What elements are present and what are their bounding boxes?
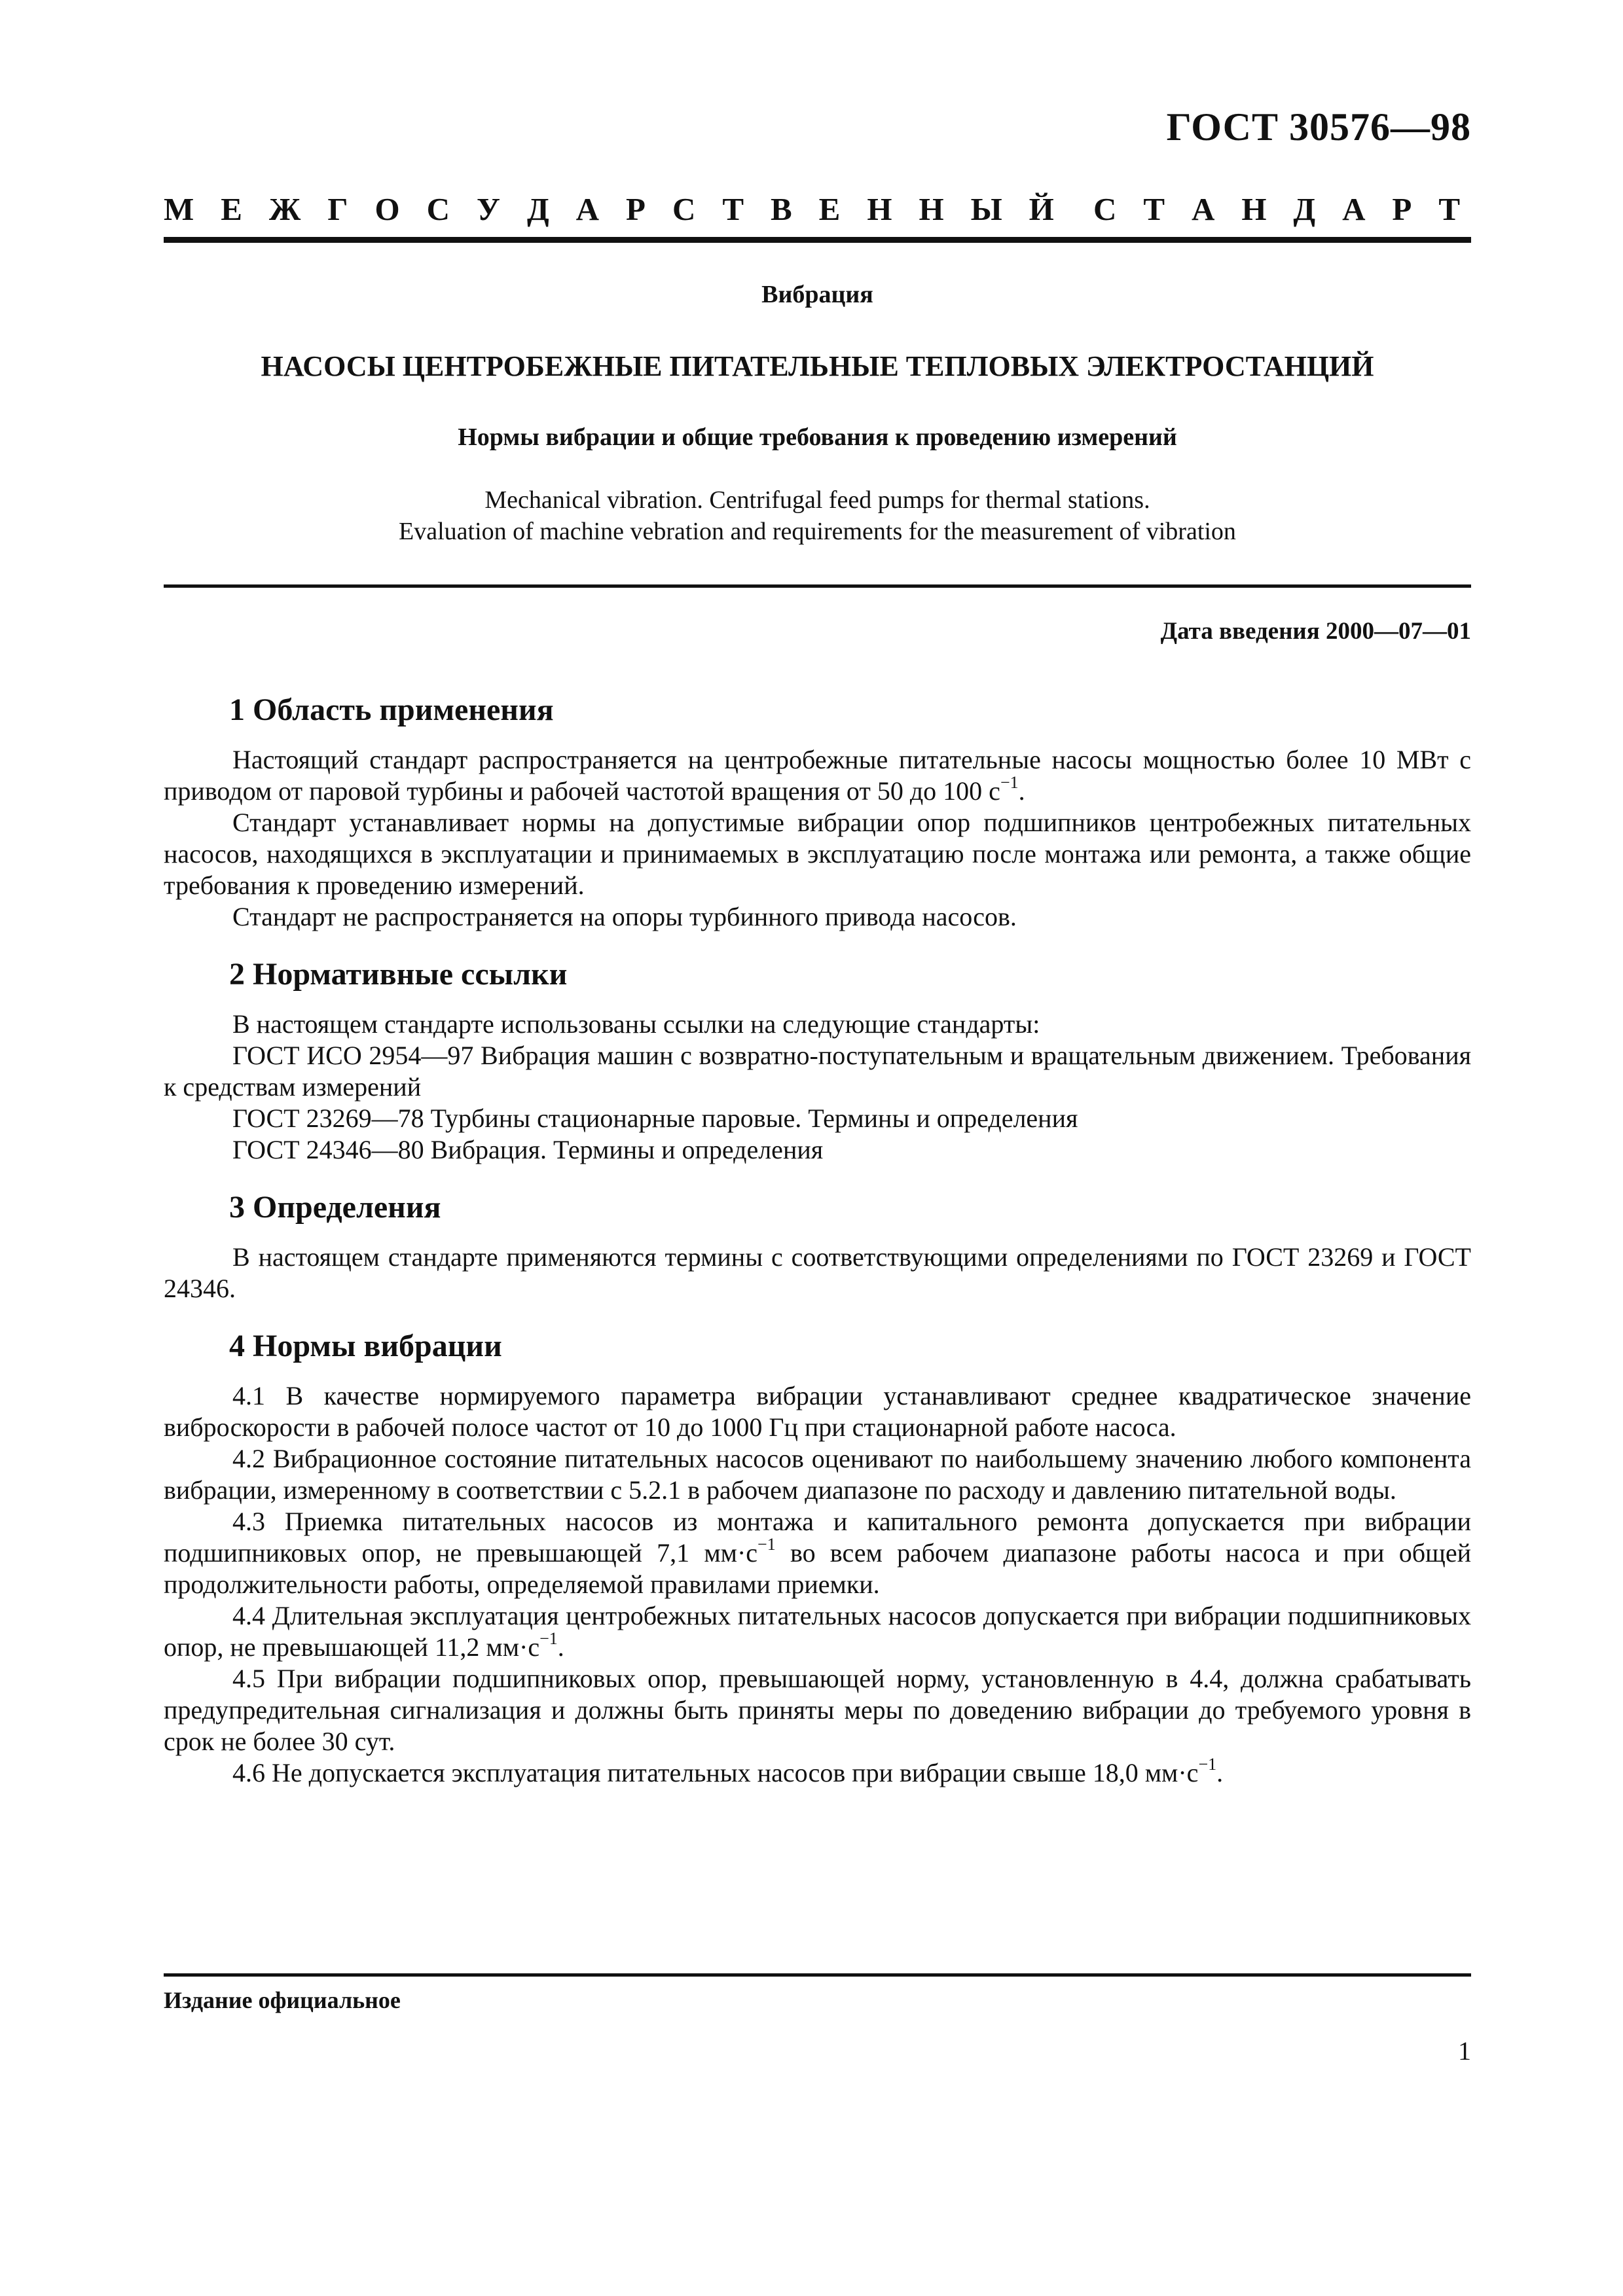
document-title: НАСОСЫ ЦЕНТРОБЕЖНЫЕ ПИТАТЕЛЬНЫЕ ТЕПЛОВЫХ ЭЛЕКТРОСТАНЦИЙ [261, 350, 1374, 382]
banner-letter: Н [919, 191, 944, 227]
banner-letter: С [1093, 191, 1117, 227]
paragraph: В настоящем стандарте применяются термины с соответствующими определениями по ГОСТ 23269 и ГОСТ 24346. [164, 1242, 1471, 1303]
paragraph [164, 744, 1471, 807]
document-number: ГОСТ 30576—98 [1166, 105, 1471, 149]
document-subtitle: Нормы вибрации и общие требования к проведению измерений [458, 423, 1177, 451]
header-rule [164, 237, 1471, 243]
banner-word-standard [1093, 190, 1460, 229]
paragraph-text: . [557, 1632, 564, 1662]
banner-word-interstate [164, 190, 1054, 229]
clause-4-2: 4.2 Вибрационное состояние питательных насосов оценивают по наибольшему значению любого компонента вибрации, измеренному в соответствии с 5.2.1 в рабочем диапазоне по расходу и давлению питательной воды. [164, 1444, 1471, 1505]
banner-letter: Т [722, 191, 744, 227]
section-heading: 3 Определения [229, 1190, 441, 1225]
paragraph-text: . [1216, 1758, 1224, 1787]
banner-letter: Г [327, 191, 348, 227]
paragraph-text: . [1018, 776, 1025, 806]
banner-letter: О [374, 191, 400, 227]
banner-letter: Й [1029, 191, 1054, 227]
superscript: −1 [1000, 772, 1019, 792]
superscript: −1 [1198, 1754, 1217, 1774]
banner-letter: М [164, 191, 194, 227]
section-definitions [164, 1188, 1471, 1304]
page-number: 1 [1458, 2036, 1471, 2066]
paragraph-text: 4.3 Приемка питательных насосов из монтажа и капитального ремонта допускается при вибрации подшипниковых опор, не превышающей 7,1 мм·с [164, 1507, 1471, 1568]
section-heading: 2 Нормативные ссылки [229, 957, 568, 992]
banner-letter: Р [1392, 191, 1412, 227]
banner-letter: Ж [268, 191, 301, 227]
banner-letter: Д [1293, 191, 1316, 227]
banner-letter: С [672, 191, 696, 227]
banner-letter: С [426, 191, 450, 227]
reference-item: ГОСТ 23269—78 Турбины стационарные паровые. Термины и определения [232, 1103, 1078, 1133]
edition-note: Издание официальное [164, 1987, 401, 2013]
english-title-line-1: Mechanical vibration. Centrifugal feed pumps for thermal stations. [484, 486, 1150, 514]
paragraph-text: 4.6 Не допускается эксплуатация питательных насосов при вибрации свыше 18,0 мм·с [232, 1758, 1199, 1787]
banner-letter: Д [526, 191, 549, 227]
banner-letter: Е [818, 191, 841, 227]
paragraph: Стандарт устанавливает нормы на допустимые вибрации опор подшипников центробежных питательных насосов, находящихся в эксплуатации и принимаемых в эксплуатацию после монтажа или ремонта, а также общие требования к проведению измерений. [164, 808, 1471, 900]
banner-letter: У [477, 191, 500, 227]
paragraph-text: 4.4 Длительная эксплуатация центробежных питательных насосов допускается при вибрации подшипниковых опор, не превышающей 11,2 мм·с [164, 1601, 1471, 1662]
clause-4-3 [164, 1506, 1471, 1600]
banner-letter: Ы [970, 191, 1002, 227]
title-block [164, 275, 1471, 547]
reference-item: ГОСТ ИСО 2954—97 Вибрация машин с возвратно-поступательным и вращательным движением. Требования к средствам измерений [164, 1041, 1471, 1102]
clause-4-6 [164, 1754, 1471, 1789]
section-vibration-norms [164, 1327, 1471, 1789]
interstate-standard-banner [164, 190, 1460, 229]
banner-letter: Е [221, 191, 242, 227]
english-title-line-2: Evaluation of machine vebration and requirements for the measurement of vibration [399, 518, 1236, 545]
reference-item: ГОСТ 24346—80 Вибрация. Термины и определения [232, 1135, 824, 1164]
banner-letter: Т [1438, 191, 1460, 227]
section-references [164, 955, 1471, 1166]
paragraph: В настоящем стандарте использованы ссылки на следующие стандарты: [232, 1009, 1040, 1039]
banner-letter: Н [1241, 191, 1267, 227]
paragraph-text: Настоящий стандарт распространяется на центробежные питательные насосы мощностью более 10 МВт с приводом от паровой турбины и рабочей частотой вращения от 50 до 100 с [164, 745, 1471, 806]
paragraph-text: во всем рабочем диапазоне работы насоса и при общей продолжительности работы, определяемой правилами приемки. [164, 1538, 1472, 1599]
banner-letter: Н [867, 191, 892, 227]
banner-letter: Т [1143, 191, 1165, 227]
superscript: −1 [539, 1628, 558, 1648]
banner-letter: А [1342, 191, 1366, 227]
section-scope [164, 691, 1471, 933]
section-heading: 4 Нормы вибрации [229, 1329, 502, 1363]
document-body [164, 691, 1471, 1811]
footer-rule [164, 1973, 1471, 1977]
clause-4-4 [164, 1600, 1471, 1663]
section-heading: 1 Область применения [229, 692, 554, 727]
banner-letter: А [575, 191, 600, 227]
introduction-date: Дата введения 2000—07—01 [1160, 618, 1471, 645]
superscript: −1 [757, 1534, 776, 1554]
english-title [164, 484, 1471, 547]
title-rule [164, 584, 1471, 588]
paragraph: Стандарт не распространяется на опоры турбинного привода насосов. [232, 902, 1017, 931]
banner-letter: А [1191, 191, 1215, 227]
clause-4-5: 4.5 При вибрации подшипниковых опор, превышающей норму, установленную в 4.4, должна срабатывать предупредительная сигнализация и должны быть приняты меры по доведению вибрации до требуемого уровня в срок не более 30 сут. [164, 1664, 1471, 1756]
document-subject: Вибрация [761, 281, 873, 308]
clause-4-1: 4.1 В качестве нормируемого параметра вибрации устанавливают среднее квадратическое значение виброскорости в рабочей полосе частот от 10 до 1000 Гц при стационарной работе насоса. [164, 1381, 1471, 1442]
banner-letter: В [771, 191, 792, 227]
banner-letter: Р [626, 191, 646, 227]
